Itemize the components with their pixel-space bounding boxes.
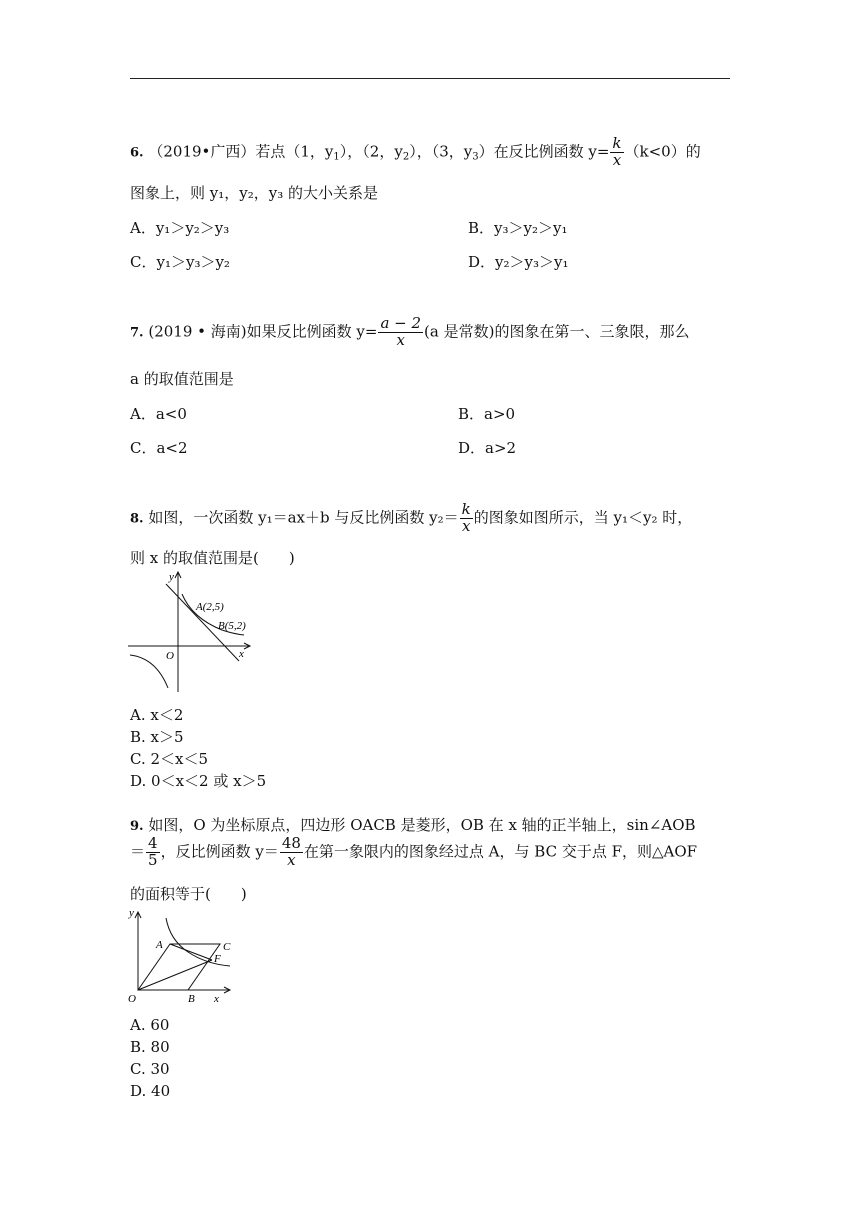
q9-option-c: C. 30 <box>130 1060 170 1078</box>
q7-stem-line1 <box>130 316 689 349</box>
q9-stem-line1 <box>130 814 696 835</box>
q9-segment-of <box>138 960 212 990</box>
q9-figure <box>126 904 246 1008</box>
q6-option-a: A．y₁＞y₂＞y₃ <box>130 219 230 237</box>
q6-stem-line1: 6. （2019•广西）若点（1，$y_1$），（2，$y_2$），（3，$y_3$）在反比例函数 y= $\frac{k}{x}$ （k<0）的 <box>130 134 701 169</box>
q9-label-o: O <box>128 993 136 1005</box>
q8-stem-line2: 则 x 的取值范围是( ) <box>130 549 295 567</box>
q9-stem-a: 如图，O 为坐标原点，四边形 OACB 是菱形，OB 在 x 轴的正半轴上，sin∠AOB <box>148 816 696 834</box>
q6-stem-a: 若点（1，y <box>255 142 334 161</box>
q8-option-a: A. x＜2 <box>130 706 184 724</box>
q8-label-a: A(2,5) <box>196 601 224 613</box>
q9-label-c: C <box>223 941 231 953</box>
q9-label-f: F <box>214 953 221 965</box>
q6-stem-b: ），（2，y <box>339 142 403 161</box>
q8-hyperbola-third-quadrant <box>130 655 168 688</box>
q8-figure <box>126 566 256 696</box>
q8-option-d: D. 0＜x＜2 或 x＞5 <box>130 772 267 790</box>
q9-label-y: y <box>129 907 134 919</box>
q9-stem-line2 <box>130 836 697 869</box>
q8-fraction: $\frac{k}{x}$ <box>461 500 471 535</box>
q9-equals: ＝ <box>130 842 146 861</box>
q9-stem-line3: 的面积等于( ) <box>130 885 247 903</box>
q9-option-b: B. 80 <box>130 1038 170 1056</box>
q7-stem-a: (2019 • 海南)如果反比例函数 y= <box>148 322 378 341</box>
q9-segment-af <box>170 944 212 960</box>
q8-stem-b: 的图象如图所示，当 y₁＜y₂ 时， <box>473 508 693 527</box>
q9-rhombus-oacb <box>138 944 220 990</box>
q7-option-b: B．a>0 <box>458 405 516 423</box>
q8-stem-a: 如图，一次函数 y₁＝ax＋b 与反比例函数 y₂＝ <box>148 508 459 527</box>
q6-condition: （k<0）的 <box>624 142 701 161</box>
q6-stem-line2: 图象上，则 y₁，y₂，y₃ 的大小关系是 <box>130 184 378 202</box>
header-rule <box>130 78 730 79</box>
q9-stem-c: 在第一象限内的图象经过点 A，与 BC 交于点 F，则△AOF <box>303 842 698 861</box>
q6-option-c: C．y₁＞y₃＞y₂ <box>130 253 230 271</box>
q8-label-b: B(5,2) <box>218 620 246 632</box>
q9-number: 9. <box>130 819 144 834</box>
q9-stem-b: ，反比例函数 y＝ <box>160 842 279 861</box>
q9-label-b: B <box>188 993 195 1005</box>
q9-fraction-sin: $\frac{4}{5}$ <box>148 834 158 869</box>
q8-option-c: C. 2＜x＜5 <box>130 750 209 768</box>
q6-number: 6. <box>130 145 144 161</box>
q7-option-c: C．a<2 <box>130 439 188 457</box>
q9-label-a: A <box>156 939 163 951</box>
q6-option-d: D．y₂＞y₃＞y₁ <box>468 253 569 271</box>
q7-stem-line2: a 的取值范围是 <box>130 370 234 388</box>
q7-stem-b: (a 是常数)的图象在第一、三象限，那么 <box>424 322 690 341</box>
q6-option-b: B．y₃＞y₂＞y₁ <box>468 219 568 237</box>
q6-fraction: $\frac{k}{x}$ <box>612 134 622 169</box>
q6-source: （2019•广西） <box>148 142 256 161</box>
q8-stem-line1 <box>130 502 692 535</box>
q6-stem-d: ）在反比例函数 y= <box>478 142 610 161</box>
q7-option-a: A．a<0 <box>130 405 187 423</box>
q9-option-d: D. 40 <box>130 1082 171 1100</box>
q7-option-d: D．a>2 <box>458 439 517 457</box>
q8-label-y: y <box>169 571 174 583</box>
q8-number: 8. <box>130 511 144 527</box>
q9-label-x: x <box>214 993 219 1005</box>
q8-option-b: B. x＞5 <box>130 728 184 746</box>
q6-stem-c: ），（3，y <box>409 142 473 161</box>
q8-label-o: O <box>166 650 174 662</box>
q9-option-a: A. 60 <box>130 1016 170 1034</box>
q8-label-x: x <box>239 648 244 660</box>
q7-number: 7. <box>130 325 144 341</box>
q7-fraction: $\frac{a - 2}{x}$ <box>380 314 422 349</box>
q9-fraction-function: $\frac{48}{x}$ <box>281 834 301 869</box>
